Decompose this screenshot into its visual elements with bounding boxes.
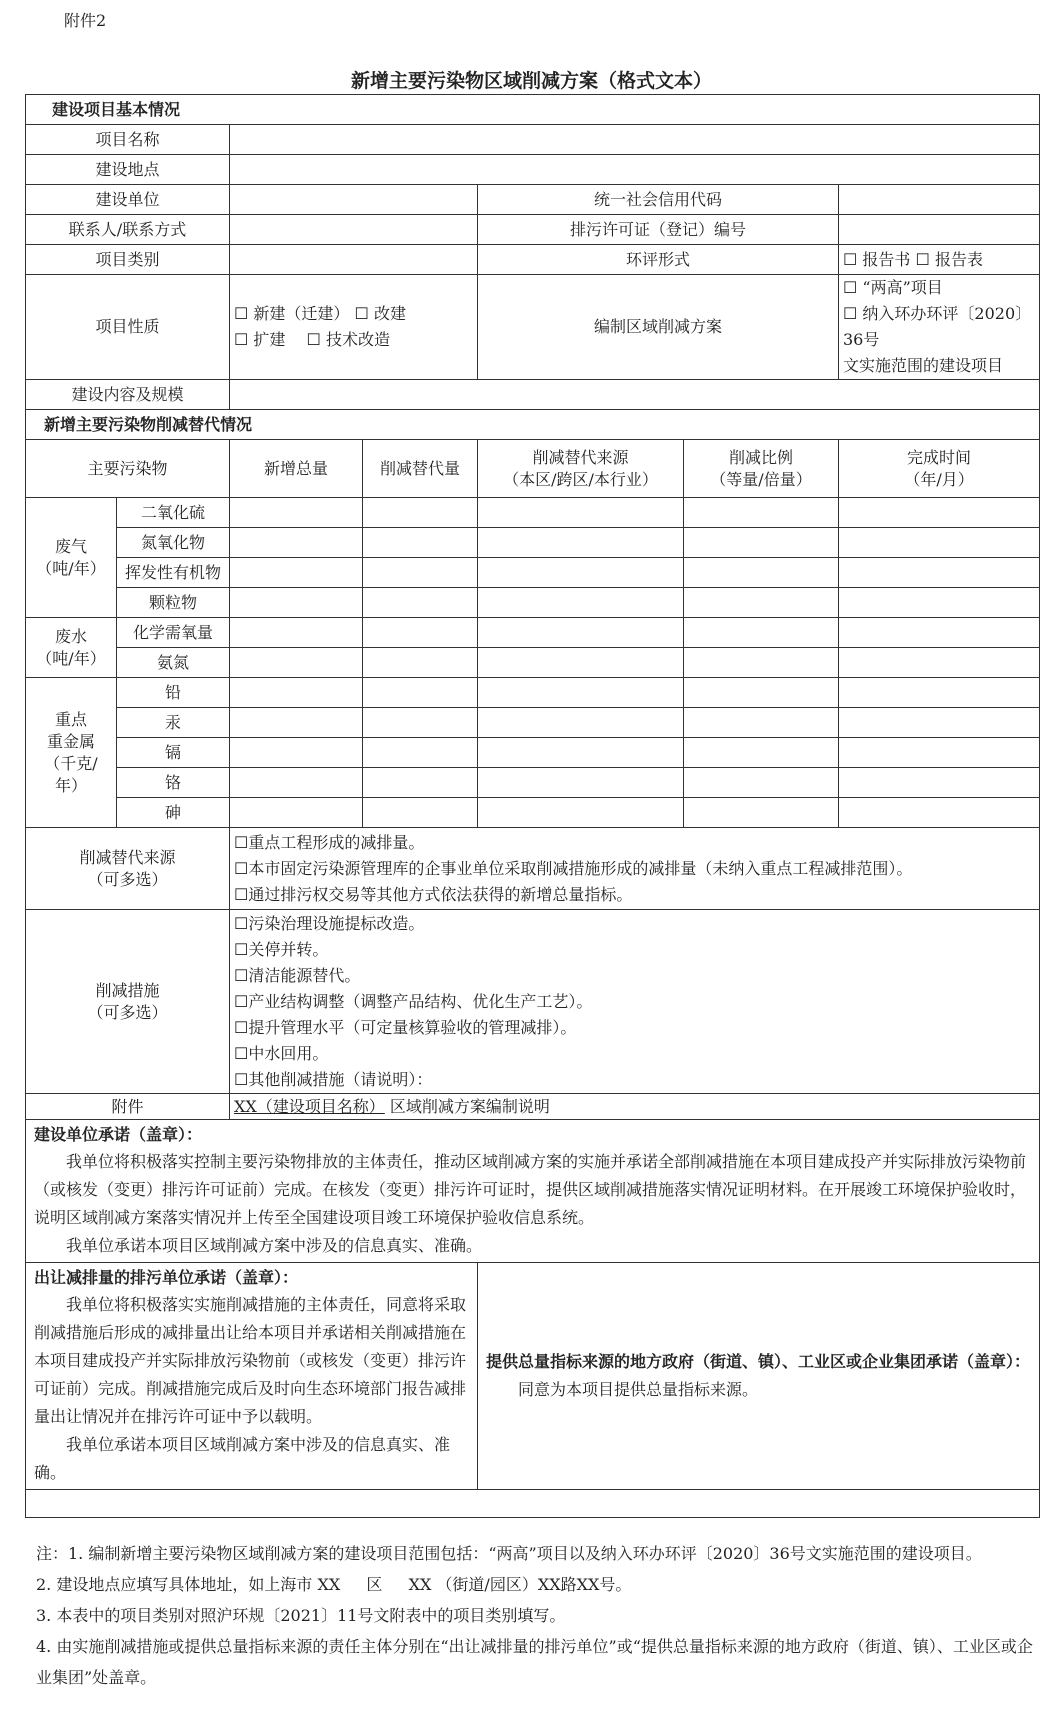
cell-input[interactable] xyxy=(230,768,363,798)
col-source xyxy=(478,440,684,498)
label-eia-form: 环评形式 xyxy=(478,245,839,275)
field-contact[interactable] xyxy=(230,215,478,245)
label-measures-line-2: （可多选） xyxy=(87,1002,168,1022)
group-heavy-metals-line-1: 重点 xyxy=(54,709,87,729)
builder-commitment xyxy=(26,1120,1040,1263)
cell-input[interactable] xyxy=(684,558,839,588)
group-waste-gas-line-1: 废气 xyxy=(54,536,87,556)
label-nature: 项目性质 xyxy=(26,275,230,380)
nature-options[interactable] xyxy=(230,275,478,380)
cell-input[interactable] xyxy=(230,738,363,768)
cell-input[interactable] xyxy=(684,648,839,678)
section-pollutants: 新增主要污染物削减替代情况 xyxy=(26,410,1040,440)
cell-input[interactable] xyxy=(230,558,363,588)
field-content-scale[interactable] xyxy=(230,380,1040,410)
gov-commitment xyxy=(478,1263,1040,1490)
col-time-line-2: （年/月） xyxy=(904,469,974,489)
note-1: 注：1. 编制新增主要污染物区域削减方案的建设项目范围包括：“两高”项目以及纳入环办环评〔2020〕36号文实施范围的建设项目。 xyxy=(36,1544,982,1563)
label-content-scale: 建设内容及规模 xyxy=(26,380,230,410)
attachment-project-name: XX（建设项目名称） xyxy=(234,1096,385,1116)
cell-input[interactable] xyxy=(478,798,684,828)
nature-option-line-1[interactable]: ☐ 新建（迁建） ☐ 改建 xyxy=(234,304,406,323)
cell-input[interactable] xyxy=(363,618,478,648)
col-time-line-1: 完成时间 xyxy=(907,447,972,467)
cell-input[interactable] xyxy=(839,708,1040,738)
cell-input[interactable] xyxy=(839,618,1040,648)
col-ratio-line-1: 削减比例 xyxy=(728,447,793,467)
field-category[interactable] xyxy=(230,245,478,275)
cell-input[interactable] xyxy=(363,798,478,828)
col-ratio-line-2: （等量/倍量） xyxy=(710,469,812,489)
pollutant-name: 铬 xyxy=(117,768,230,798)
col-replace-amount: 削减替代量 xyxy=(363,440,478,498)
label-plan: 编制区域削减方案 xyxy=(478,275,839,380)
pollutant-name: 铅 xyxy=(117,678,230,708)
plan-option-36-line-1[interactable]: ☐ 纳入环办环评〔2020〕36号 xyxy=(843,304,1032,349)
pollutant-name: 颗粒物 xyxy=(117,588,230,618)
label-attachment: 附件 xyxy=(26,1094,230,1120)
cell-input[interactable] xyxy=(363,708,478,738)
measure-option[interactable]: ☐其他削减措施（请说明）： xyxy=(234,1069,433,1089)
cell-input[interactable] xyxy=(839,558,1040,588)
label-measures xyxy=(26,910,230,1094)
cell-input[interactable] xyxy=(839,678,1040,708)
cell-input[interactable] xyxy=(478,558,684,588)
gov-commitment-p1: 同意为本项目提供总量指标来源。 xyxy=(518,1380,759,1399)
cell-input[interactable] xyxy=(363,768,478,798)
document-title: 新增主要污染物区域削减方案（格式文本） xyxy=(350,70,712,92)
pollutant-name: 镉 xyxy=(117,738,230,768)
eia-form-options[interactable]: ☐ 报告书 ☐ 报告表 xyxy=(839,245,1040,275)
cell-input[interactable] xyxy=(684,768,839,798)
note-4: 4. 由实施削减措施或提供总量指标来源的责任主体分别在“出让减排量的排污单位”或“提供总量指标来源的地方政府（街道、镇）、工业区或企业集团”处盖章。 xyxy=(36,1637,1033,1687)
plan-option-36-line-2: 文实施范围的建设项目 xyxy=(843,356,1004,375)
field-permit-no[interactable] xyxy=(839,215,1040,245)
cell-input[interactable] xyxy=(363,588,478,618)
group-waste-gas-line-2: （吨/年） xyxy=(36,558,106,578)
cell-input[interactable] xyxy=(363,678,478,708)
source-option[interactable]: ☐通过排污权交易等其他方式依法获得的新增总量指标。 xyxy=(234,884,633,904)
cell-input[interactable] xyxy=(839,588,1040,618)
group-heavy-metals-line-2: 重金属 xyxy=(46,731,95,751)
pollutant-name: 砷 xyxy=(117,798,230,828)
cell-input[interactable] xyxy=(839,738,1040,768)
field-project-name[interactable] xyxy=(230,125,1040,155)
cell-input[interactable] xyxy=(478,768,684,798)
section-basic-info: 建设项目基本情况 xyxy=(26,95,1040,125)
cell-input[interactable] xyxy=(839,768,1040,798)
group-heavy-metals-line-4: 年） xyxy=(54,775,87,795)
measure-option[interactable]: ☐产业结构调整（调整产品结构、优化生产工艺）。 xyxy=(234,991,593,1011)
cell-input[interactable] xyxy=(478,708,684,738)
cell-input[interactable] xyxy=(478,678,684,708)
cell-input[interactable] xyxy=(363,648,478,678)
group-waste-gas xyxy=(26,498,117,618)
label-reduction-source-line-1: 削减替代来源 xyxy=(79,847,176,867)
col-time xyxy=(839,440,1040,498)
label-contact: 联系人/联系方式 xyxy=(26,215,230,245)
note-3: 3. 本表中的项目类别对照沪环规〔2021〕11号文附表中的项目类别填写。 xyxy=(36,1606,566,1625)
cell-input[interactable] xyxy=(684,588,839,618)
label-unit: 建设单位 xyxy=(26,185,230,215)
cell-input[interactable] xyxy=(230,528,363,558)
builder-commitment-p1: 我单位将积极落实控制主要污染物排放的主体责任，推动区域削减方案的实施并承诺全部削减措施在本项目建成投产并实际排放污染物前（或核发（变更）排污许可证前）完成。在核发（变更）排污许可证时，提供区域削减措施落实情况证明材料。在开展竣工环境保护验收时，说明区域削减方案落实情况并上传至全国建设项目竣工环境保护验收信息系统。 xyxy=(34,1152,1027,1227)
field-unit[interactable] xyxy=(230,185,478,215)
measures-options[interactable] xyxy=(230,910,1040,1094)
cell-input[interactable] xyxy=(478,588,684,618)
emitter-commitment xyxy=(26,1263,478,1490)
emitter-commitment-p2: 我单位承诺本项目区域削减方案中涉及的信息真实、准确。 xyxy=(34,1435,451,1482)
reduction-source-options[interactable] xyxy=(230,828,1040,910)
reduction-plan-form xyxy=(25,94,1040,1518)
cell-input[interactable] xyxy=(230,798,363,828)
cell-input[interactable] xyxy=(839,648,1040,678)
cell-input[interactable] xyxy=(363,558,478,588)
builder-commitment-p2: 我单位承诺本项目区域削减方案中涉及的信息真实、准确。 xyxy=(66,1236,483,1255)
col-ratio xyxy=(684,440,839,498)
label-location: 建设地点 xyxy=(26,155,230,185)
cell-input[interactable] xyxy=(478,738,684,768)
cell-input[interactable] xyxy=(363,738,478,768)
label-category: 项目类别 xyxy=(26,245,230,275)
cell-input[interactable] xyxy=(839,498,1040,528)
cell-input[interactable] xyxy=(363,498,478,528)
cell-input[interactable] xyxy=(684,678,839,708)
note-2: 2. 建设地点应填写具体地址，如上海市 XX 区 XX （街道/园区）XX路XX号。 xyxy=(36,1575,632,1594)
nature-option-line-2[interactable]: ☐ 扩建 ☐ 技术改造 xyxy=(234,330,390,349)
notes xyxy=(36,1538,1036,1693)
cell-input[interactable] xyxy=(684,528,839,558)
source-option[interactable]: ☐重点工程形成的减排量。 xyxy=(234,832,425,852)
emitter-commitment-p1: 我单位将积极落实实施削减措施的主体责任，同意将采取削减措施后形成的减排量出让给本项目并承诺相关削减措施在本项目建成投产并实际排放污染物前（或核发（变更）排污许可证前）完成。削减措施完成后及时向生态环境部门报告减排量出让情况并在排污许可证中予以载明。 xyxy=(34,1295,467,1426)
pollutant-name: 氮氧化物 xyxy=(117,528,230,558)
col-new-total: 新增总量 xyxy=(230,440,363,498)
label-measures-line-1: 削减措施 xyxy=(95,980,160,1000)
cell-input[interactable] xyxy=(478,648,684,678)
cell-input[interactable] xyxy=(478,498,684,528)
cell-input[interactable] xyxy=(230,648,363,678)
cell-input[interactable] xyxy=(230,708,363,738)
label-permit-no: 排污许可证（登记）编号 xyxy=(478,215,839,245)
cell-input[interactable] xyxy=(839,528,1040,558)
group-heavy-metals-line-3: （千克/ xyxy=(44,753,98,773)
emitter-commitment-title: 出让减排量的排污单位承诺（盖章）： xyxy=(34,1268,299,1287)
attachment-value xyxy=(230,1094,1040,1120)
measure-option[interactable]: ☐关停并转。 xyxy=(234,939,329,959)
attachment-desc: 区域削减方案编制说明 xyxy=(389,1096,550,1116)
cell-input[interactable] xyxy=(478,618,684,648)
label-reduction-source-line-2: （可多选） xyxy=(87,869,168,889)
cell-input[interactable] xyxy=(478,528,684,558)
label-reduction-source xyxy=(26,828,230,910)
pollutant-name: 氨氮 xyxy=(117,648,230,678)
cell-input[interactable] xyxy=(684,798,839,828)
group-heavy-metals xyxy=(26,678,117,828)
plan-option-two-high[interactable]: ☐ “两高”项目 xyxy=(843,278,943,297)
pollutant-name: 化学需氧量 xyxy=(117,618,230,648)
gov-commitment-title: 提供总量指标来源的地方政府（街道、镇）、工业区或企业集团承诺（盖章）： xyxy=(486,1352,1031,1371)
pollutant-name: 汞 xyxy=(117,708,230,738)
measure-option[interactable]: ☐污染治理设施提标改造。 xyxy=(234,913,425,933)
cell-input[interactable] xyxy=(230,678,363,708)
cell-input[interactable] xyxy=(363,528,478,558)
group-waste-water xyxy=(26,618,117,678)
col-source-line-2: （本区/跨区/本行业） xyxy=(503,469,658,489)
blank-row xyxy=(26,1490,1040,1518)
cell-input[interactable] xyxy=(684,738,839,768)
cell-input[interactable] xyxy=(684,498,839,528)
group-waste-water-line-2: （吨/年） xyxy=(36,648,106,668)
col-main-pollutant: 主要污染物 xyxy=(26,440,230,498)
cell-input[interactable] xyxy=(684,708,839,738)
label-project-name: 项目名称 xyxy=(26,125,230,155)
attachment-label: 附件2 xyxy=(64,11,107,30)
cell-input[interactable] xyxy=(230,498,363,528)
measure-option[interactable]: ☐清洁能源替代。 xyxy=(234,965,361,985)
cell-input[interactable] xyxy=(230,618,363,648)
cell-input[interactable] xyxy=(839,798,1040,828)
field-credit-code[interactable] xyxy=(839,185,1040,215)
cell-input[interactable] xyxy=(684,618,839,648)
plan-options[interactable] xyxy=(839,275,1040,380)
cell-input[interactable] xyxy=(230,588,363,618)
builder-commitment-title: 建设单位承诺（盖章）： xyxy=(34,1125,203,1144)
pollutant-name: 二氧化硫 xyxy=(117,498,230,528)
measure-option[interactable]: ☐提升管理水平（可定量核算验收的管理减排）。 xyxy=(234,1017,577,1037)
field-location[interactable] xyxy=(230,155,1040,185)
measure-option[interactable]: ☐中水回用。 xyxy=(234,1043,329,1063)
pollutant-name: 挥发性有机物 xyxy=(117,558,230,588)
source-option[interactable]: ☐本市固定污染源管理库的企事业单位采取削减措施形成的减排量（未纳入重点工程减排范围）。 xyxy=(234,858,913,878)
col-source-line-1: 削减替代来源 xyxy=(532,447,629,467)
label-credit-code: 统一社会信用代码 xyxy=(478,185,839,215)
group-waste-water-line-1: 废水 xyxy=(54,626,87,646)
